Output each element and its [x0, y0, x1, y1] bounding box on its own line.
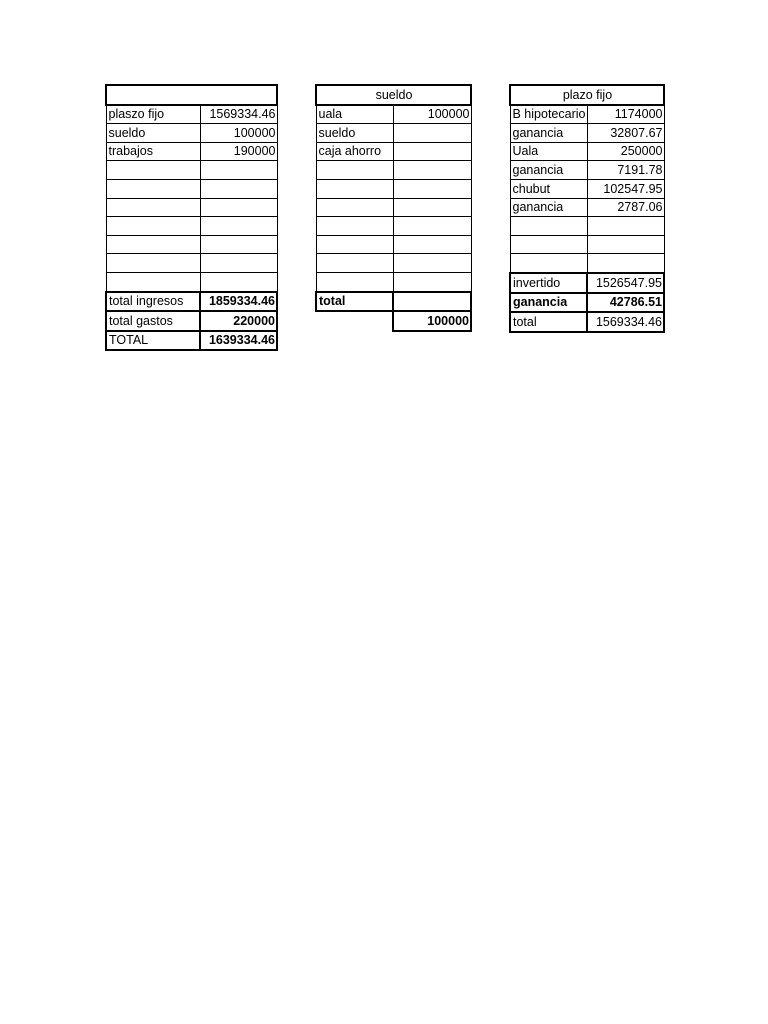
- plazo-fijo-total-label[interactable]: total: [510, 312, 587, 332]
- table-row: [106, 217, 277, 236]
- cell-value[interactable]: 1174000: [587, 105, 664, 124]
- empty-cell[interactable]: [106, 161, 200, 180]
- sueldo-header-cell[interactable]: sueldo: [316, 85, 471, 105]
- cell-label[interactable]: plaszo fijo: [106, 105, 200, 124]
- cell-label[interactable]: Uala: [510, 142, 587, 161]
- sueldo-total-value[interactable]: 100000: [393, 311, 471, 331]
- invertido-label[interactable]: invertido: [510, 273, 587, 293]
- empty-cell[interactable]: [393, 179, 471, 198]
- summary-header-cell[interactable]: [106, 85, 277, 105]
- table-row: [510, 293, 664, 313]
- cell-label[interactable]: sueldo: [316, 124, 393, 143]
- table-row: [316, 272, 471, 291]
- empty-cell[interactable]: [106, 179, 200, 198]
- table-row: [106, 272, 277, 291]
- empty-cell[interactable]: [393, 292, 471, 312]
- summary-table: [105, 84, 278, 351]
- table-row: [510, 179, 664, 198]
- blank-cell: [316, 311, 393, 331]
- empty-cell[interactable]: [393, 272, 471, 291]
- plazo-fijo-table: [509, 84, 665, 333]
- cell-label[interactable]: uala: [316, 105, 393, 124]
- empty-cell[interactable]: [393, 161, 471, 180]
- sueldo-total-label[interactable]: total: [316, 292, 393, 312]
- empty-cell[interactable]: [106, 254, 200, 273]
- cell-value[interactable]: 190000: [200, 142, 277, 161]
- table-row: [106, 311, 277, 331]
- plazo-fijo-header-cell[interactable]: plazo fijo: [510, 85, 664, 105]
- table-row: [316, 235, 471, 254]
- cell-label[interactable]: trabajos: [106, 142, 200, 161]
- cell-value[interactable]: 100000: [393, 105, 471, 124]
- cell-value[interactable]: 100000: [200, 124, 277, 143]
- cell-value[interactable]: 2787.06: [587, 198, 664, 217]
- table-row: [316, 198, 471, 217]
- table-row: [106, 179, 277, 198]
- empty-cell[interactable]: [106, 235, 200, 254]
- table-row: [510, 217, 664, 236]
- empty-cell[interactable]: [316, 254, 393, 273]
- empty-cell[interactable]: [510, 217, 587, 236]
- table-row: [510, 254, 664, 273]
- empty-cell[interactable]: [106, 198, 200, 217]
- total-ingresos-value[interactable]: 1859334.46: [200, 292, 277, 312]
- empty-cell[interactable]: [393, 198, 471, 217]
- table-row: [510, 235, 664, 254]
- ganancia-total-label[interactable]: ganancia: [510, 293, 587, 313]
- table-row: [510, 161, 664, 180]
- empty-cell[interactable]: [200, 235, 277, 254]
- total-value[interactable]: 1639334.46: [200, 331, 277, 351]
- cell-label[interactable]: ganancia: [510, 124, 587, 143]
- empty-cell[interactable]: [316, 217, 393, 236]
- table-row: [106, 85, 277, 105]
- table-row: [510, 85, 664, 105]
- empty-cell[interactable]: [316, 179, 393, 198]
- table-row: [106, 198, 277, 217]
- total-gastos-value[interactable]: 220000: [200, 311, 277, 331]
- cell-label[interactable]: caja ahorro: [316, 142, 393, 161]
- table-row: [106, 105, 277, 124]
- empty-cell[interactable]: [393, 235, 471, 254]
- table-row: [106, 331, 277, 351]
- table-row: [316, 105, 471, 124]
- empty-cell[interactable]: [316, 161, 393, 180]
- table-row: [316, 179, 471, 198]
- empty-cell[interactable]: [316, 198, 393, 217]
- invertido-value[interactable]: 1526547.95: [587, 273, 664, 293]
- total-label[interactable]: TOTAL: [106, 331, 200, 351]
- cell-value[interactable]: [393, 142, 471, 161]
- empty-cell[interactable]: [106, 217, 200, 236]
- table-row: [510, 312, 664, 332]
- cell-value[interactable]: 102547.95: [587, 179, 664, 198]
- table-row: [106, 235, 277, 254]
- cell-label[interactable]: chubut: [510, 179, 587, 198]
- table-row: [316, 124, 471, 143]
- empty-cell[interactable]: [316, 235, 393, 254]
- table-row: [106, 161, 277, 180]
- cell-label[interactable]: sueldo: [106, 124, 200, 143]
- table-row: [316, 254, 471, 273]
- cell-label[interactable]: B hipotecario: [510, 105, 587, 124]
- cell-value[interactable]: 250000: [587, 142, 664, 161]
- empty-cell[interactable]: [587, 235, 664, 254]
- empty-cell[interactable]: [510, 254, 587, 273]
- cell-value[interactable]: [393, 124, 471, 143]
- table-row: [316, 292, 471, 312]
- table-row: [510, 105, 664, 124]
- table-row: [510, 124, 664, 143]
- empty-cell[interactable]: [587, 254, 664, 273]
- empty-cell[interactable]: [587, 217, 664, 236]
- cell-label[interactable]: ganancia: [510, 161, 587, 180]
- total-gastos-label[interactable]: total gastos: [106, 311, 200, 331]
- empty-cell[interactable]: [200, 198, 277, 217]
- empty-cell[interactable]: [316, 272, 393, 291]
- empty-cell[interactable]: [200, 272, 277, 291]
- cell-value[interactable]: 1569334.46: [200, 105, 277, 124]
- cell-label[interactable]: ganancia: [510, 198, 587, 217]
- table-row: [316, 161, 471, 180]
- table-row: [316, 142, 471, 161]
- cell-value[interactable]: 32807.67: [587, 124, 664, 143]
- table-row: [510, 198, 664, 217]
- table-row: [510, 142, 664, 161]
- sueldo-table: [315, 84, 472, 332]
- empty-cell[interactable]: [510, 235, 587, 254]
- empty-cell[interactable]: [200, 179, 277, 198]
- table-row: [316, 85, 471, 105]
- empty-cell[interactable]: [200, 161, 277, 180]
- empty-cell[interactable]: [200, 254, 277, 273]
- table-row: [316, 217, 471, 236]
- table-row: [106, 254, 277, 273]
- table-row: [316, 311, 471, 331]
- ganancia-total-value[interactable]: 42786.51: [587, 293, 664, 313]
- plazo-fijo-total-value[interactable]: 1569334.46: [587, 312, 664, 332]
- cell-value[interactable]: 7191.78: [587, 161, 664, 180]
- table-row: [106, 292, 277, 312]
- empty-cell[interactable]: [393, 217, 471, 236]
- empty-cell[interactable]: [200, 217, 277, 236]
- table-row: [106, 142, 277, 161]
- table-row: [106, 124, 277, 143]
- total-ingresos-label[interactable]: total ingresos: [106, 292, 200, 312]
- table-row: [510, 273, 664, 293]
- empty-cell[interactable]: [393, 254, 471, 273]
- empty-cell[interactable]: [106, 272, 200, 291]
